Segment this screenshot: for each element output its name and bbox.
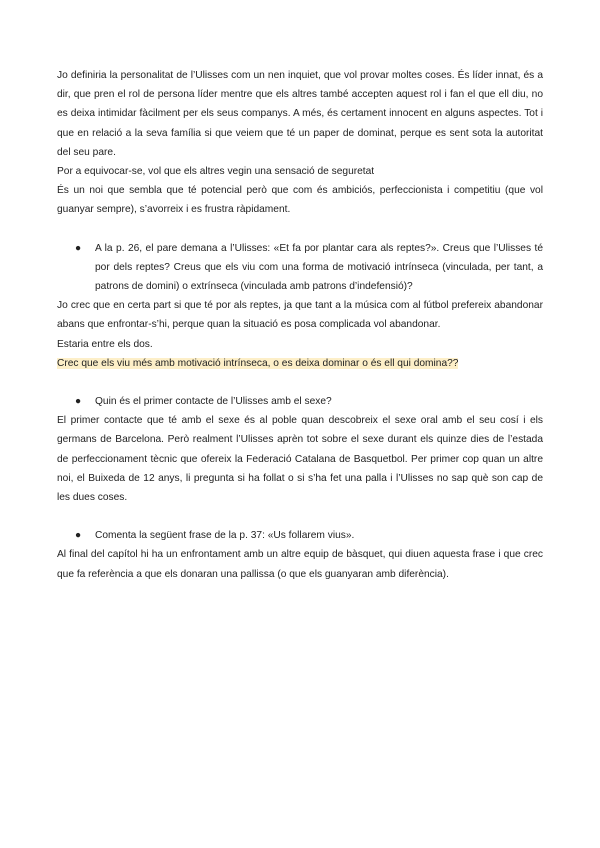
highlighted-answer-line <box>57 354 543 373</box>
answer-between: Estaria entre els dos. <box>57 338 153 350</box>
paragraph-fear: Por a equivocar-se, vol que els altres vegin una sensació de seguretat <box>57 166 375 178</box>
bullet-icon: ● <box>75 396 82 408</box>
spacer <box>57 373 543 392</box>
answer-quote: Al final del capítol hi ha un enfrontament amb un altre equip de bàsquet, qui diuen aquesta frase i que crec que fa referència a que els donaran una pallissa (o que els guanyaran amb diferència). <box>57 549 543 580</box>
answer-challenges: Jo crec que en certa part si que té por als reptes, ja que tant a la música com al fútbol prefereix abandonar abans que enfrontar-s’hi, perque quan la situació es posa complicada vol abandonar. <box>57 300 543 331</box>
question-item-challenges <box>57 239 543 297</box>
paragraph-potential: És un noi que sembla que té potencial però que com és ambiciós, perfeccionista i competitiu (que vol guanyar sempre), s’avorreix i es frustra ràpidament. <box>57 185 543 216</box>
spacer <box>57 220 543 239</box>
question-first-contact: Quin és el primer contacte de l’Ulisses amb el sexe? <box>95 396 332 408</box>
highlighted-text: Crec que els viu més amb motivació intrínseca, o es deixa dominar o és ell qui domina?? <box>57 357 459 369</box>
paragraph-personality: Jo definiria la personalitat de l’Ulisses com un nen inquiet, que vol provar moltes coses. És líder innat, és a dir, que pren el rol de persona líder mentre que els altres també accepten aquest rol i fan el que ell diu, no es deixa intimidar fàcilment per els seus companys. A més, és certament innocent en alguns aspectes. Tot i que en relació a la seva família si que veiem que té un paper de dominat, perque es sent sota la autoritat del seu pare. <box>57 70 543 158</box>
bullet-icon: ● <box>75 242 82 254</box>
question-challenges: A la p. 26, el pare demana a l’Ulisses: «Et fa por plantar cara als reptes?». Creus que l’Ulisses té por dels reptes? Creus que els viu com una forma de motivació intrínseca (vinculada, per tant, a patrons de domini) o extrínseca (vinculada amb patrons d’indefensió)? <box>95 242 543 293</box>
question-item-quote <box>57 526 543 545</box>
question-item-sex <box>57 392 543 411</box>
question-quote: Comenta la següent frase de la p. 37: «Us follarem vius». <box>95 530 355 542</box>
bullet-icon: ● <box>75 530 82 542</box>
answer-first-contact: El primer contacte que té amb el sexe és al poble quan descobreix el sexe oral amb el seu cosí i els germans de Barcelona. Però realment l’Ulisses aprèn tot sobre el sexe durant els quinze dies de l’estada de perfeccionament tècnic que ofereix la Federació Catalana de Basquetbol. Per primer cop quan un altre noi, el Buixeda de 12 anys, li pregunta si ha follat o si s’ha fet una palla i l’Ulisses no sap què son cap de les dues coses. <box>57 415 543 504</box>
spacer <box>57 507 543 526</box>
